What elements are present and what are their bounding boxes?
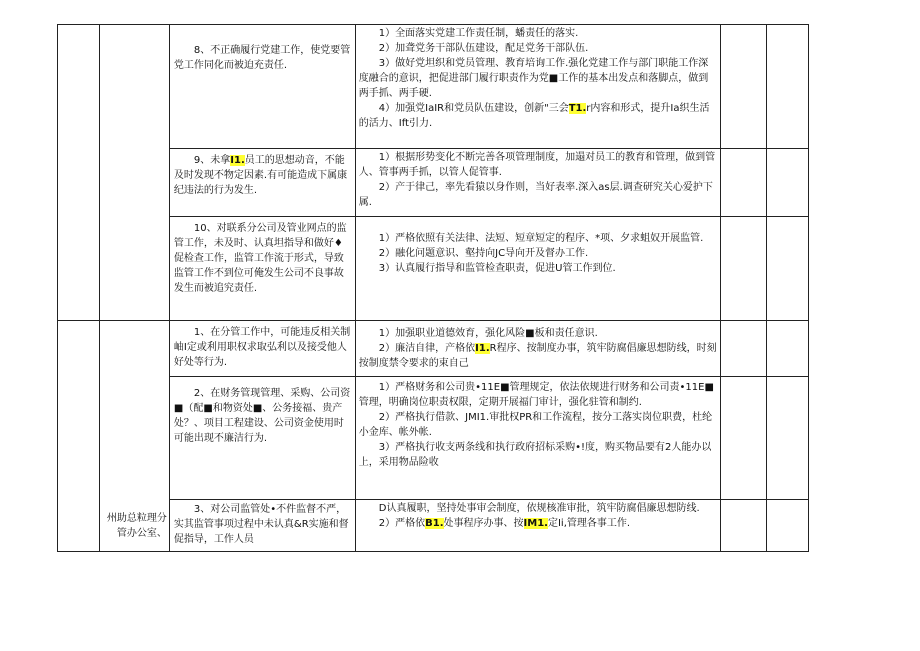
risk-cell [169, 217, 355, 321]
measures-cell [355, 217, 720, 321]
department-cell [100, 321, 170, 552]
measure-item: 1）根据形势变化不断完善各项管理制度，加遢对员工的教育和管理，做到管人、管事两手抓，以管人促管事. [358, 152, 716, 178]
risk-cell [169, 25, 355, 149]
empty-cell [766, 321, 808, 377]
empty-cell [720, 25, 766, 149]
measure-item: 1）严格依照有关法律、法短、短章短定的程序、*项、夕求蛆奴开展监管. [378, 233, 704, 244]
empty-cell [720, 217, 766, 321]
empty-cell [58, 25, 100, 321]
measure-item: 4）加强党IaIR和党员队伍建设，创新"三会T1.r内容和形式，提升Ia织生活的活力、Ift引力. [358, 103, 710, 129]
risk-text: 9、未拿I1.员工的思想动音，不能及时发现不物定因素.有可能造成下属康纪违法的行为发生. [173, 155, 348, 196]
measures-cell [355, 149, 720, 217]
risk-text: 10、对联系分公司及管业网点的监管工作，未及时、认真坦指导和做好♦促检查工作，监管工作流于形式，导致监管工作不到位可俺发生公司不良事故发生而被追究责任. [173, 223, 347, 294]
risk-cell [169, 321, 355, 377]
measure-item: 3）认真履行指导和监管检查职责，促进U管工作到位. [378, 263, 616, 274]
measure-item: 3）做好党坦织和党员管理、教育培询工作.强化党建工作与部门职能工作深度融合的意识，把促进部门履行职责作为党■工作的基本出发点和落脚点，做到两手抓、两手硬. [358, 58, 709, 99]
empty-cell [58, 321, 100, 552]
highlight-mark: B1. [425, 518, 444, 529]
table-row [58, 377, 809, 500]
empty-cell [766, 149, 808, 217]
risk-text: 2、在财务管现管理、采购、公司资■（配■和物资处■、公务接福、贵产处？、项目工程建设、公司资金使用时可能出现不廉洁行为. [173, 388, 351, 444]
empty-cell [766, 25, 808, 149]
measure-item: 3）严格执行收支两条线和执行政府招标采购•!度，购买物品要有2人能办以上，采用物品险收 [358, 442, 712, 468]
empty-cell [720, 377, 766, 500]
measures-cell [355, 500, 720, 552]
department-label: 州助总粒理分管办公室、 [106, 513, 167, 539]
empty-cell [720, 149, 766, 217]
measure-item: 2）加聋党务干部队伍建设，配足党务干部队伍. [378, 43, 589, 54]
empty-cell [720, 321, 766, 377]
empty-cell [766, 377, 808, 500]
empty-cell [766, 500, 808, 552]
measures-cell [355, 377, 720, 500]
measure-item: D认真履职，坚持处事审会制度，依规核准审批，筑牢防腐倡廉思想防线. [378, 503, 700, 514]
risk-control-table [57, 24, 809, 552]
table-row [58, 321, 809, 377]
measures-cell [355, 25, 720, 149]
measure-item: 1）全面落实党建工作责任制，蟠责任的落实. [378, 28, 579, 39]
measure-item: 1）加强职业道德效育，强化风险■板和责任意识. [378, 328, 598, 339]
table-row [58, 25, 809, 149]
table-row [58, 500, 809, 552]
measure-item: 2）廉洁自律，产格依I1.R程序、按制度办事，筑牢防腐倡廉思想防线，时刻按制度禁令要求的束自己 [358, 343, 717, 369]
highlight-mark: IM1. [523, 518, 548, 529]
table-row [58, 217, 809, 321]
risk-text: 8、不正确履行党建工作，使党要管党工作同化而被迫充责任. [173, 45, 351, 71]
risk-cell [169, 500, 355, 552]
measure-item: 2）严格执行借款、JMI1.审批权PR和工作流程，按分工落实岗位职费，杜纶小金库、帐外帐. [358, 412, 713, 438]
highlight-mark: I1. [230, 155, 245, 166]
empty-cell [100, 25, 170, 321]
measure-item: 2）产于律己，率先看猿以身作则，当好表率.深入as层.调查研究关心爱护下属. [358, 182, 713, 208]
measure-item: 2）严格依B1.处事程序办事、按IM1.定Ii,管理各事工作. [378, 518, 631, 529]
risk-cell [169, 377, 355, 500]
highlight-mark: T1. [568, 103, 587, 114]
empty-cell [720, 500, 766, 552]
measure-item: 2）融化问题意识、壑持向JC导向开及督办工作. [378, 248, 589, 259]
measures-cell [355, 321, 720, 377]
risk-text: 3、对公司监管处•不件监督不严，实其监管事项过程中未认真&R实施和督促指导，工作人员 [173, 504, 349, 545]
empty-cell [766, 217, 808, 321]
risk-text: 1、在分管工作中，可能违反相关制岫I定或利用职权求取弘利以及接受他人好处等行为. [173, 327, 351, 368]
table-row [58, 149, 809, 217]
measure-item: 1）严格财务和公司贵•11E■管理规定，依法依规进行财务和公司责•11E■管理，明确岗位职责权限，定期开展福门审计，强化驻管和制约. [358, 382, 714, 408]
risk-cell [169, 149, 355, 217]
highlight-mark: I1. [475, 343, 490, 354]
